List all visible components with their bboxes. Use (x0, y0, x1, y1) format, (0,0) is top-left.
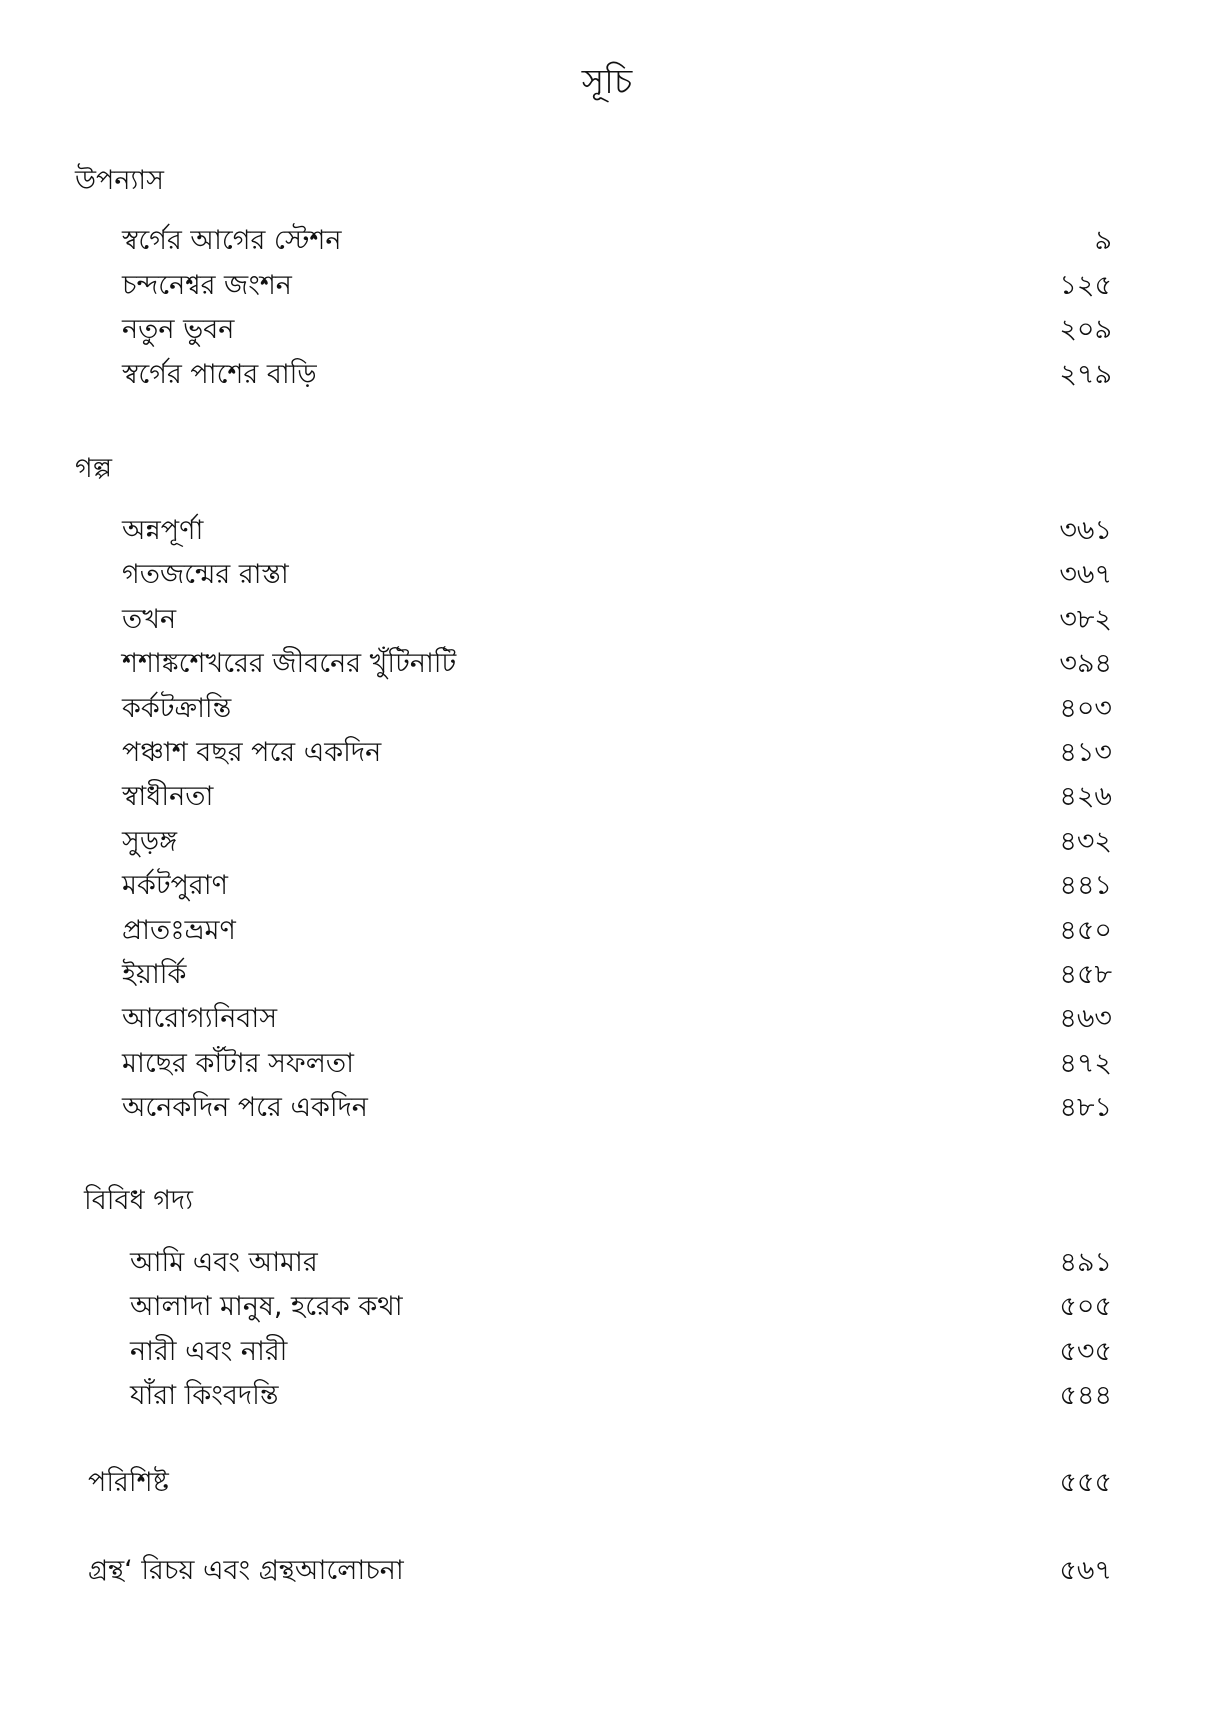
toc-entry[interactable] (0, 309, 1214, 349)
entry-title: চন্দনেশ্বর জংশন (122, 269, 292, 301)
entry-page: ৫৪৪ (1059, 1379, 1112, 1411)
toc-entry[interactable] (0, 510, 1214, 550)
section-heading-stories: গল্প (75, 453, 112, 484)
entry-title: স্বাধীনতা (122, 781, 214, 813)
entry-page: ৪৯১ (1059, 1247, 1112, 1278)
toc-entry-appendix[interactable] (0, 1462, 1214, 1502)
entry-title: অন্নপূর্ণা (122, 515, 204, 546)
toc-entry[interactable] (0, 865, 1214, 905)
entry-title: স্বর্গের আগের স্টেশন (122, 225, 342, 256)
entry-page: ১২৫ (1059, 269, 1112, 301)
entry-title: তখন (122, 603, 177, 635)
entry-title: নারী এবং নারী (130, 1335, 288, 1367)
entry-page: ৪০৩ (1059, 692, 1112, 724)
toc-entry[interactable] (0, 1087, 1214, 1127)
toc-entry[interactable] (0, 643, 1214, 683)
page-title: সূচি (581, 62, 633, 102)
entry-page: ৩৬৭ (1059, 559, 1112, 591)
toc-entry[interactable] (0, 554, 1214, 594)
entry-title: অনেকদিন পরে একদিন (122, 1092, 368, 1124)
entry-page: ২০৯ (1059, 314, 1112, 345)
toc-entry[interactable] (0, 1043, 1214, 1083)
toc-entry[interactable] (0, 776, 1214, 816)
toc-entry-bibliography[interactable] (0, 1550, 1214, 1590)
entry-page: ৯ (1094, 225, 1112, 256)
entry-page: ৫৩৫ (1059, 1335, 1112, 1367)
toc-entry[interactable] (0, 998, 1214, 1038)
entry-title: পঞ্চাশ বছর পরে একদিন (122, 737, 382, 768)
entry-page: ২৭৯ (1059, 358, 1112, 390)
entry-title: যাঁরা কিংবদন্তি (130, 1379, 279, 1411)
entry-page: ৫০৫ (1059, 1291, 1112, 1323)
entry-page: ৪৪১ (1059, 870, 1112, 902)
entry-title: আমি এবং আমার (130, 1247, 318, 1278)
entry-page: ৪৩২ (1059, 825, 1112, 857)
entry-page: ৫৫৫ (1059, 1467, 1112, 1498)
entry-page: ৪৫০ (1059, 914, 1112, 946)
toc-entry[interactable] (0, 220, 1214, 260)
entry-title: পরিশিষ্ট (88, 1467, 169, 1498)
toc-entry[interactable] (0, 1242, 1214, 1282)
toc-entry[interactable] (0, 688, 1214, 728)
entry-page: ৪৮১ (1059, 1092, 1112, 1124)
entry-title: প্রাতঃভ্রমণ (122, 914, 236, 946)
entry-title: মর্কটপুরাণ (122, 870, 228, 902)
entry-page: ৪১৩ (1059, 737, 1112, 768)
entry-title: গ্রন্থ‘ রিচয় এবং গ্রন্থআলোচনা (88, 1555, 404, 1586)
entry-page: ৩৯৪ (1059, 648, 1112, 680)
toc-entry[interactable] (0, 599, 1214, 639)
section-heading-novels: উপন্যাস (75, 165, 164, 196)
entry-page: ৪৫৮ (1059, 959, 1112, 990)
entry-title: গতজন্মের রাস্তা (122, 559, 289, 591)
entry-title: আরোগ্যনিবাস (122, 1003, 278, 1035)
entry-title: নতুন ভুবন (122, 314, 235, 345)
entry-page: ৩৬১ (1059, 515, 1112, 546)
entry-page: ৪২৬ (1059, 781, 1112, 813)
entry-title: কর্কটক্রান্তি (122, 692, 232, 724)
entry-page: ৩৮২ (1059, 603, 1112, 635)
entry-title: ইয়ার্কি (122, 959, 187, 990)
toc-entry[interactable] (0, 732, 1214, 772)
toc-entry[interactable] (0, 265, 1214, 305)
toc-entry[interactable] (0, 910, 1214, 950)
entry-title: শশাঙ্কশেখরের জীবনের খুঁটিনাটি (122, 648, 457, 680)
entry-page: ৫৬৭ (1059, 1555, 1112, 1586)
entry-page: ৪৭২ (1059, 1047, 1112, 1079)
entry-title: আলাদা মানুষ, হরেক কথা (130, 1291, 403, 1323)
toc-entry[interactable] (0, 821, 1214, 861)
toc-entry[interactable] (0, 1286, 1214, 1326)
entry-page: ৪৬৩ (1059, 1003, 1112, 1035)
entry-title: স্বর্গের পাশের বাড়ি (122, 358, 317, 390)
toc-entry[interactable] (0, 354, 1214, 394)
toc-entry[interactable] (0, 1331, 1214, 1371)
entry-title: সুড়ঙ্গ (122, 825, 178, 857)
toc-entry[interactable] (0, 1375, 1214, 1415)
entry-title: মাছের কাঁটার সফলতা (122, 1047, 354, 1079)
section-heading-essays: বিবিধ গদ্য (84, 1185, 193, 1216)
toc-entry[interactable] (0, 954, 1214, 994)
